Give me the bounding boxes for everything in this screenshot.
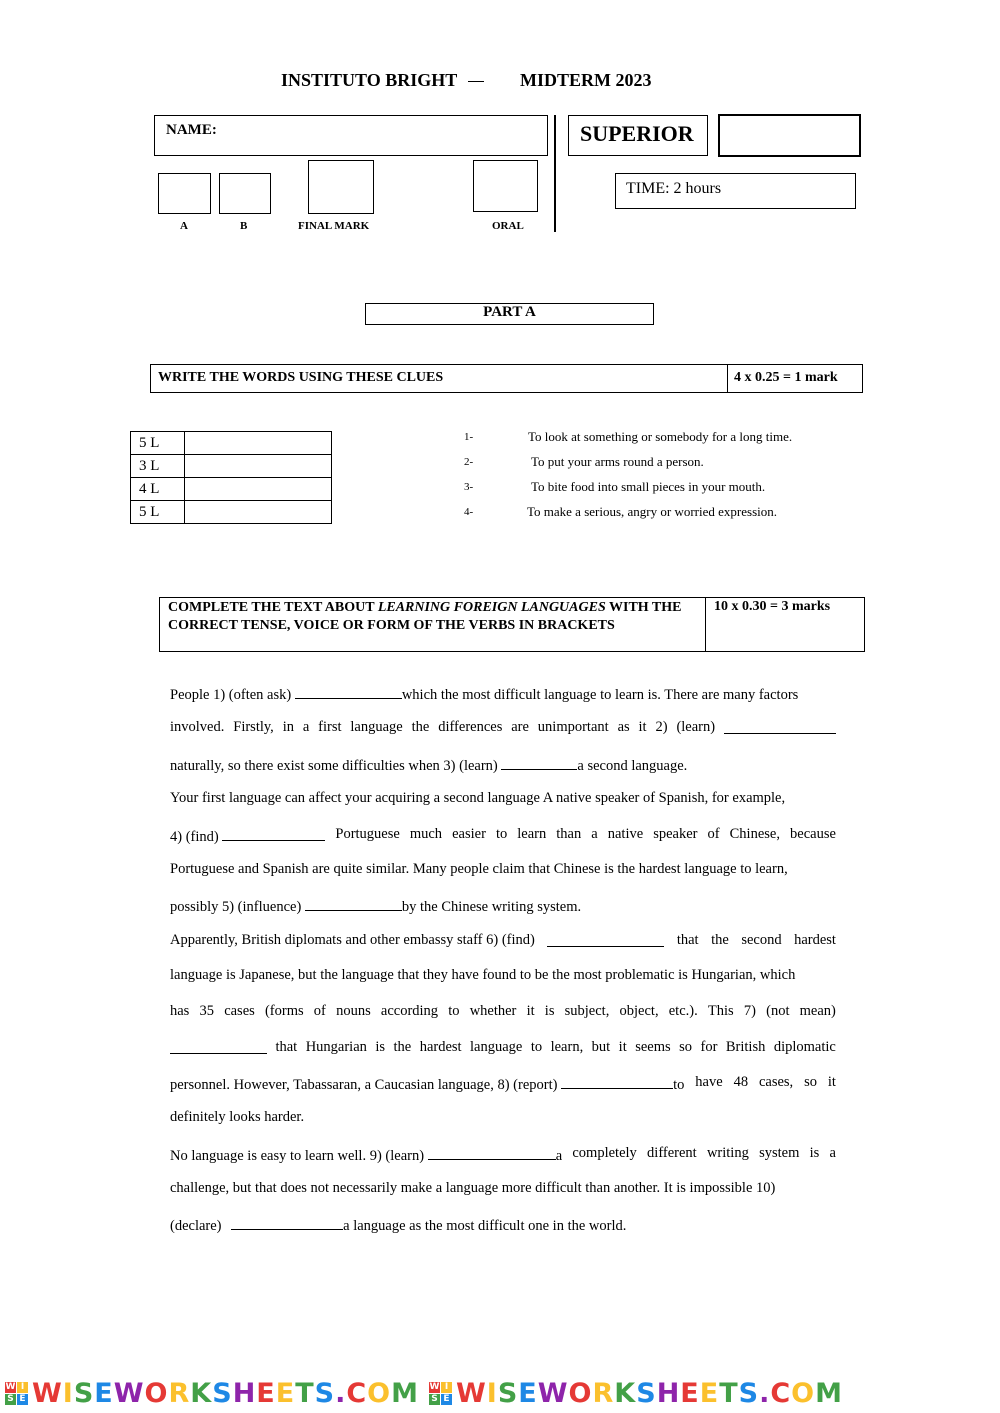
word: writing (706, 1145, 749, 1161)
text-line (170, 826, 836, 846)
watermark-letter: I (486, 1377, 498, 1409)
mark-box-a[interactable] (158, 173, 211, 214)
level-mark-field[interactable] (718, 114, 861, 157)
word: involved. (170, 719, 225, 735)
table-row (131, 478, 332, 501)
header-divider (554, 115, 556, 232)
word: to (448, 1003, 460, 1019)
clue-text: To look at something or somebody for a long time. (528, 429, 793, 444)
word: object, (619, 1003, 659, 1019)
answer-cell[interactable] (185, 455, 332, 478)
answer-cell[interactable] (185, 501, 332, 524)
clue-text: To make a serious, angry or worried expression. (527, 504, 777, 519)
word: to (530, 1039, 543, 1055)
word: Apparently, British diplomats and other embassy staff 6) (find) (170, 932, 535, 948)
watermark-letter: E (275, 1377, 296, 1409)
word: in (282, 719, 294, 735)
word: of (707, 826, 720, 842)
clue-number: 1- (464, 431, 474, 443)
word: mean) (799, 1003, 836, 1019)
text-line: Portuguese and Spanish are quite similar. Many people claim that Chinese is the hardest language to learn, (170, 861, 788, 877)
word: as (617, 719, 630, 735)
word: it (618, 1039, 627, 1055)
word: (learn) (676, 719, 716, 735)
text-line: language is Japanese, but the language that they have found to be the most problematic is Hungarian, which (170, 967, 796, 983)
text-line (170, 1039, 836, 1056)
word: the (711, 932, 729, 948)
watermark-letter: H (656, 1377, 681, 1409)
word: according (380, 1003, 439, 1019)
word: 7) (743, 1003, 756, 1019)
word: speaker (653, 826, 698, 842)
word: it (827, 1074, 836, 1090)
word: (not (766, 1003, 790, 1019)
word: but (591, 1039, 611, 1055)
word: much (409, 826, 443, 842)
text-segment: a language as the most difficult one in the world. (343, 1218, 627, 1234)
word: easier (452, 826, 486, 842)
word: the (411, 719, 430, 735)
section2-title-topic: LEARNING FOREIGN LANGUAGES (377, 600, 606, 615)
word: hardest (794, 932, 836, 948)
word (170, 1145, 562, 1165)
word: 2) (655, 719, 668, 735)
section2-title-part1: COMPLETE THE TEXT ABOUT (168, 600, 378, 615)
blank-5[interactable] (305, 896, 402, 911)
word: 48 (733, 1074, 749, 1090)
mark-label-a: A (180, 220, 188, 232)
word: Portuguese (335, 826, 400, 842)
watermark-footer (5, 1378, 995, 1408)
word (170, 1074, 684, 1094)
word: so (804, 1074, 817, 1090)
watermark-letter: O (367, 1377, 392, 1409)
answer-table (130, 431, 332, 524)
mark-label-oral: ORAL (492, 220, 524, 232)
watermark-letter: M (391, 1377, 419, 1409)
watermark-letter: W (537, 1377, 569, 1409)
logo-letter: W (429, 1381, 440, 1392)
logo-letter: W (5, 1381, 16, 1392)
watermark-letter: E (680, 1377, 700, 1409)
word: 35 (199, 1003, 215, 1019)
wiseworksheets-logo-icon (429, 1382, 452, 1405)
text-line (170, 1145, 836, 1165)
word: (forms (264, 1003, 304, 1019)
word-text: No language is easy to learn well. 9) (learn) (170, 1148, 425, 1164)
word: second (741, 932, 782, 948)
text-line (170, 1003, 836, 1020)
word-text: to (673, 1077, 685, 1093)
word: first (318, 719, 342, 735)
level-label: SUPERIOR (580, 121, 694, 146)
blank-8[interactable] (561, 1074, 673, 1089)
word: system (759, 1145, 800, 1161)
watermark-letter: S (636, 1377, 657, 1409)
word: of (313, 1003, 326, 1019)
word: unimportant (537, 719, 609, 735)
clue-number: 4- (464, 506, 474, 518)
table-row (131, 501, 332, 524)
word: Firstly, (233, 719, 274, 735)
watermark-letter: T (719, 1377, 739, 1409)
logo-letter: E (441, 1394, 452, 1405)
word: native (607, 826, 644, 842)
word: are (511, 719, 529, 735)
logo-letter: S (5, 1394, 16, 1405)
mark-box-oral[interactable] (473, 160, 538, 212)
watermark-text (456, 1378, 843, 1409)
mark-box-b[interactable] (219, 173, 271, 214)
clue-number: 2- (464, 456, 474, 468)
word: a (302, 719, 310, 735)
watermark-letter: O (791, 1377, 816, 1409)
watermark-letter: E (256, 1377, 276, 1409)
word: for (700, 1039, 718, 1055)
word: than (556, 826, 582, 842)
table-row (131, 455, 332, 478)
text-line (170, 684, 836, 704)
blank-4[interactable] (222, 826, 325, 841)
watermark-letter: W (32, 1377, 63, 1409)
watermark-letter: H (232, 1377, 257, 1409)
section2-title (168, 599, 698, 635)
letter-count: 4 L (131, 478, 185, 501)
logo-letter: I (17, 1382, 28, 1393)
watermark-letter: K (614, 1377, 637, 1409)
blank-2[interactable] (724, 719, 836, 734)
section1-marks: 4 x 0.25 = 1 mark (734, 370, 838, 385)
word: it (638, 719, 647, 735)
word: etc.). (668, 1003, 698, 1019)
word: diplomatic (773, 1039, 836, 1055)
blank-6[interactable] (547, 932, 664, 947)
logo-letter: E (17, 1394, 28, 1405)
word: because (790, 826, 836, 842)
watermark-letter: T (295, 1377, 315, 1409)
answer-cell[interactable] (185, 432, 332, 455)
watermark-letter: R (592, 1377, 615, 1409)
table-row (131, 432, 332, 455)
watermark-letter: S (314, 1377, 336, 1409)
part-a-title: PART A (483, 304, 536, 320)
word: learn (517, 826, 547, 842)
word: Hungarian (305, 1039, 367, 1055)
watermark-letter: R (168, 1377, 191, 1409)
text-segment: People 1) (often ask) (170, 687, 292, 703)
word: a (591, 826, 598, 842)
section1-title: WRITE THE WORDS USING THESE CLUES (158, 370, 444, 385)
letter-count: 5 L (131, 501, 185, 524)
blank-9[interactable] (428, 1145, 556, 1160)
text-line: Your first language can affect your acquiring a second language A native speaker of Spanish, for example, (170, 790, 786, 806)
word: the (393, 1039, 412, 1055)
word (170, 826, 325, 846)
text-line (170, 1215, 836, 1235)
watermark-letter: I (62, 1377, 74, 1409)
mark-box-final[interactable] (308, 160, 374, 214)
logo-letter: I (441, 1382, 452, 1393)
word: subject, (564, 1003, 610, 1019)
answer-cell[interactable] (185, 478, 332, 501)
watermark-text (32, 1378, 419, 1409)
word: language (470, 1039, 523, 1055)
word: have (695, 1074, 723, 1090)
text-line (170, 719, 836, 736)
text-line (170, 1074, 836, 1094)
text-segment: a second language. (577, 758, 688, 774)
letter-count: 5 L (131, 432, 185, 455)
blank-3[interactable] (501, 755, 577, 770)
text-line (170, 755, 836, 775)
word: is (544, 1003, 555, 1019)
letter-count: 3 L (131, 455, 185, 478)
word: whether (469, 1003, 517, 1019)
word: Chinese, (729, 826, 780, 842)
clue-text: To put your arms round a person. (531, 454, 704, 469)
logo-letter: S (429, 1394, 440, 1405)
watermark-letter: E (699, 1377, 720, 1409)
text-line (170, 896, 836, 916)
text-segment: by the Chinese writing system. (401, 899, 582, 915)
name-label: NAME: (166, 122, 217, 138)
word: it (526, 1003, 535, 1019)
word: different (647, 1145, 697, 1161)
clue-number: 3- (464, 481, 474, 493)
word: cases, (758, 1074, 794, 1090)
word: to (495, 826, 508, 842)
text-segment: (declare) (170, 1218, 222, 1234)
watermark-letter: S (73, 1377, 95, 1409)
word: seems (635, 1039, 671, 1055)
section1-divider (727, 364, 728, 393)
wiseworksheets-logo-icon (5, 1382, 28, 1405)
word: is (809, 1145, 820, 1161)
word: language (350, 719, 403, 735)
section2-title-part2: WITH THE CORRECT TENSE, VOICE OR FORM OF THE VERBS IN BRACKETS (168, 600, 682, 633)
watermark-letter: S (497, 1377, 519, 1409)
word: a (829, 1145, 836, 1161)
word: so (679, 1039, 693, 1055)
time-label: TIME: 2 hours (626, 180, 722, 197)
watermark-letter: W (113, 1377, 145, 1409)
word: British (725, 1039, 766, 1055)
blank-7[interactable] (170, 1039, 267, 1054)
strike-mark (468, 81, 484, 82)
word-text: personnel. However, Tabassaran, a Caucasian language, 8) (report) (170, 1077, 558, 1093)
word: cases (224, 1003, 255, 1019)
watermark-letter: E (94, 1377, 114, 1409)
word-text: a (555, 1148, 563, 1164)
watermark-letter: C (346, 1377, 368, 1409)
blank-1[interactable] (295, 684, 402, 699)
text-line (170, 932, 836, 949)
watermark-letter: W (456, 1377, 487, 1409)
word: hardest (419, 1039, 462, 1055)
watermark-letter: K (190, 1377, 213, 1409)
watermark-letter: O (568, 1377, 593, 1409)
watermark-letter: E (518, 1377, 538, 1409)
section2-divider (705, 597, 706, 652)
exam-title: MIDTERM 2023 (520, 70, 652, 90)
word: This (707, 1003, 734, 1019)
mark-label-b: B (240, 220, 248, 232)
word: that (275, 1039, 298, 1055)
watermark-letter: S (738, 1377, 760, 1409)
blank-10[interactable] (231, 1215, 343, 1230)
section2-marks: 10 x 0.30 = 3 marks (714, 599, 831, 614)
watermark-letter: C (770, 1377, 792, 1409)
school-title: INSTITUTO BRIGHT (281, 70, 458, 90)
watermark-letter: . (759, 1377, 771, 1409)
word-text: 4) (find) (170, 829, 219, 845)
word: completely (572, 1145, 637, 1161)
text-segment: which the most difficult language to learn is. There are many factors (401, 687, 799, 703)
watermark-letter: M (815, 1377, 843, 1409)
text-segment: possibly 5) (influence) (170, 899, 302, 915)
clue-text: To bite food into small pieces in your mouth. (531, 479, 766, 494)
word: nouns (336, 1003, 371, 1019)
mark-label-final: FINAL MARK (298, 220, 370, 232)
watermark-letter: S (212, 1377, 233, 1409)
watermark-letter: . (335, 1377, 347, 1409)
word: has (170, 1003, 190, 1019)
text-line: definitely looks harder. (170, 1109, 305, 1125)
word: is (375, 1039, 386, 1055)
text-segment: naturally, so there exist some difficulties when 3) (learn) (170, 758, 498, 774)
watermark-letter: O (144, 1377, 169, 1409)
word: learn, (550, 1039, 584, 1055)
word: that (676, 932, 699, 948)
word: differences (438, 719, 503, 735)
text-line: challenge, but that does not necessarily make a language more difficult than another. It is impossible 10) (170, 1180, 776, 1196)
